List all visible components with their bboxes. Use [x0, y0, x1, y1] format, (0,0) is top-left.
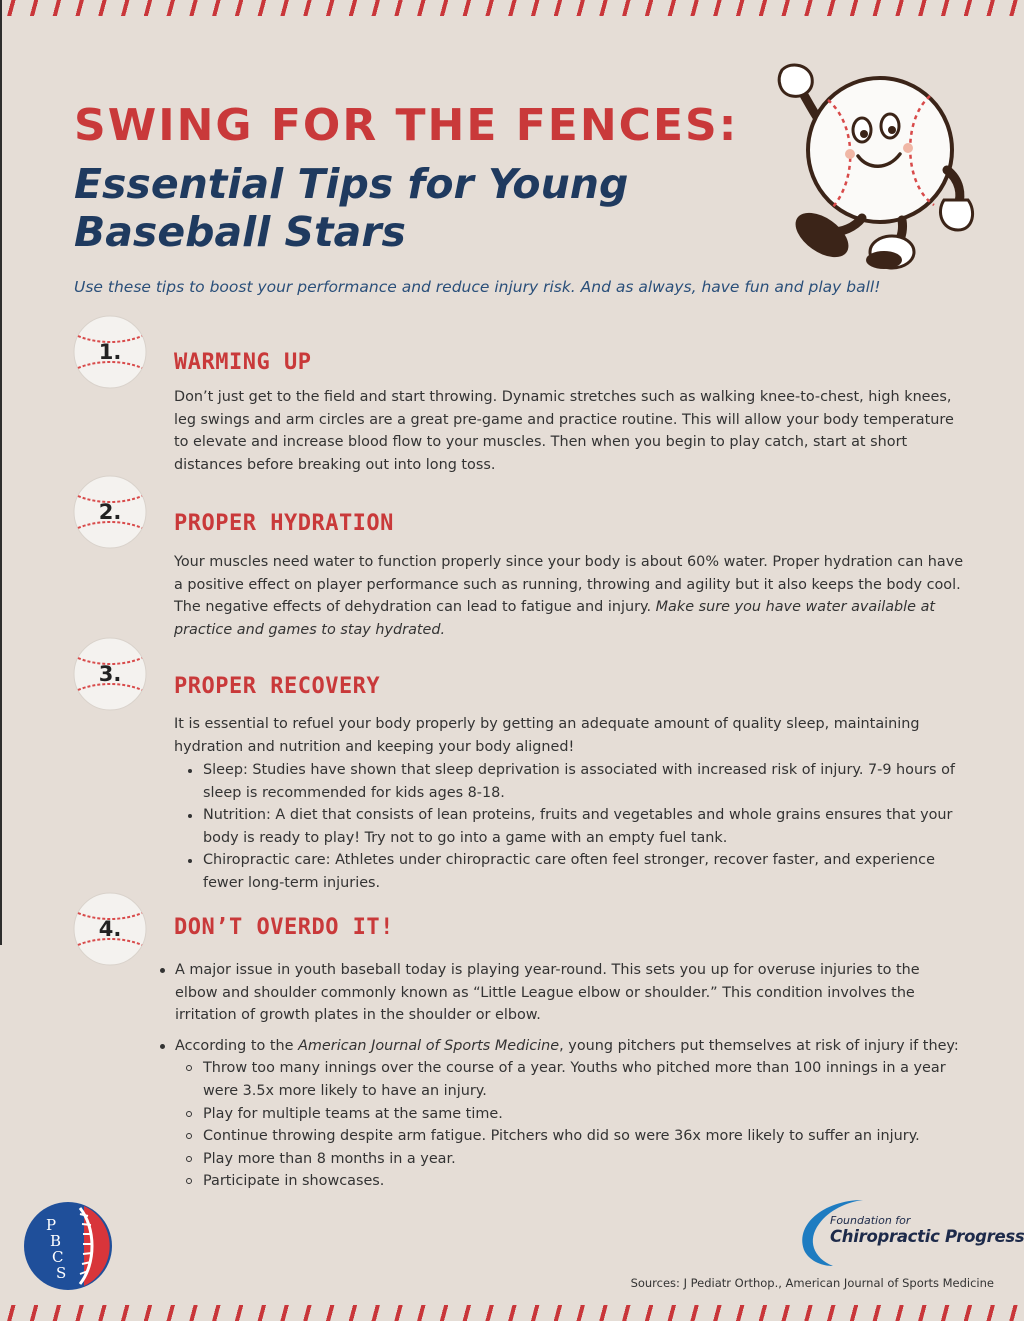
- number-baseball-icon: [72, 474, 148, 550]
- list-item: Play more than 8 months in a year.: [175, 1148, 960, 1171]
- section-number: 2.: [98, 500, 122, 524]
- fcp-logo-name: Chiropractic Progress: [830, 1227, 1024, 1246]
- section-body-warming-up: Don’t just get to the field and start throwing. Dynamic stretches such as walking knee-to-chest, high knees, leg swings and arm circles are a great pre-game and practice routine. This will allow your body temperature to elevate and increase blood flow to your muscles. Then when you begin to play catch, start at short distances before breaking out into long toss.: [174, 389, 954, 473]
- list-item: Continue throwing despite arm fatigue. Pitchers who did so were 36x more likely to suffer an injury.: [175, 1125, 960, 1148]
- hydration-text: Your muscles need water to function properly since your body is about 60% water. Proper hydration can have a positive effect on player performance such as running, throwing and agility but it also keeps the body cool. The negative effects of dehydration can lead to fatigue and injury.: [174, 554, 964, 616]
- section-heading-dont-overdo-it: DON’T OVERDO IT!: [174, 915, 394, 940]
- list-item: Chiropractic care: Athletes under chiropractic care often feel stronger, recover faster, and experience fewer long-term injuries.: [174, 849, 964, 894]
- section-heading-proper-hydration: PROPER HYDRATION: [174, 511, 394, 536]
- section-body-proper-recovery: It is essential to refuel your body properly by getting an adequate amount of quality sleep, maintaining hydration and nutrition and keeping your body aligned!: [174, 716, 920, 755]
- section-heading-proper-recovery: PROPER RECOVERY: [174, 674, 381, 699]
- page-title: SWING FOR THE FENCES:: [74, 100, 739, 151]
- recovery-bullet-list: [174, 759, 964, 895]
- sources-text: Sources: J Pediatr Orthop., American Journal of Sports Medicine: [630, 1276, 994, 1290]
- section-heading-warming-up: WARMING UP: [174, 350, 312, 375]
- top-stitch-border: [0, 0, 1024, 16]
- list-item: Sleep: Studies have shown that sleep deprivation is associated with increased risk of injury. 7-9 hours of sleep is recommended for kids ages 8-18.: [174, 759, 964, 804]
- list-item: Participate in showcases.: [175, 1170, 960, 1193]
- fcp-logo-small-text: Foundation for: [830, 1214, 911, 1227]
- left-edge-line: [0, 0, 2, 945]
- list-item: Throw too many innings over the course of a year. Youths who pitched more than 100 innings in a year were 3.5x more likely to have an injury.: [175, 1057, 960, 1102]
- list-item: Nutrition: A diet that consists of lean proteins, fruits and vegetables and whole grains ensures that your body is ready to play! Try not to go into a game with an empty fuel tank.: [174, 804, 964, 849]
- page-subtitle: Essential Tips for Young Baseball Stars: [74, 160, 629, 256]
- pbcs-letter: C: [52, 1248, 64, 1266]
- hydration-italic-text: Make sure you have water available at practice and games to stay hydrated.: [174, 599, 936, 638]
- pbcs-letter: S: [56, 1264, 67, 1282]
- list-item: Play for multiple teams at the same time.: [175, 1103, 960, 1126]
- list-item: A major issue in youth baseball today is playing year-round. This sets you up for overuse injuries to the elbow and shoulder commonly known as “Little League elbow or shoulder.” This condition involves the irritation of growth plates in the shoulder or elbow.: [160, 959, 960, 1027]
- intro-text: Use these tips to boost your performance and reduce injury risk. And as always, have fun and play ball!: [74, 278, 881, 296]
- journal-name: American Journal of Sports Medicine: [298, 1037, 560, 1054]
- bottom-stitch-border: [0, 1305, 1024, 1321]
- number-baseball-icon: [72, 314, 148, 390]
- pbcs-letter: P: [46, 1216, 57, 1234]
- pbcs-letter: B: [50, 1232, 62, 1250]
- number-baseball-icon: [72, 636, 148, 712]
- section-number: 4.: [98, 917, 122, 941]
- list-item: [160, 1035, 960, 1193]
- section-number: 3.: [98, 662, 122, 686]
- section-number: 1.: [98, 340, 122, 364]
- bullet-text: According to the: [175, 1037, 299, 1054]
- number-baseball-icon: [72, 891, 148, 967]
- section-body-proper-hydration: [174, 551, 964, 641]
- risk-sub-list: [175, 1057, 960, 1193]
- pbcs-logo: [22, 1200, 114, 1292]
- bullet-text: , young pitchers put themselves at risk of injury if they:: [559, 1037, 959, 1054]
- overdo-bullet-list: [160, 959, 960, 1201]
- baseball-mascot-icon: [762, 60, 982, 275]
